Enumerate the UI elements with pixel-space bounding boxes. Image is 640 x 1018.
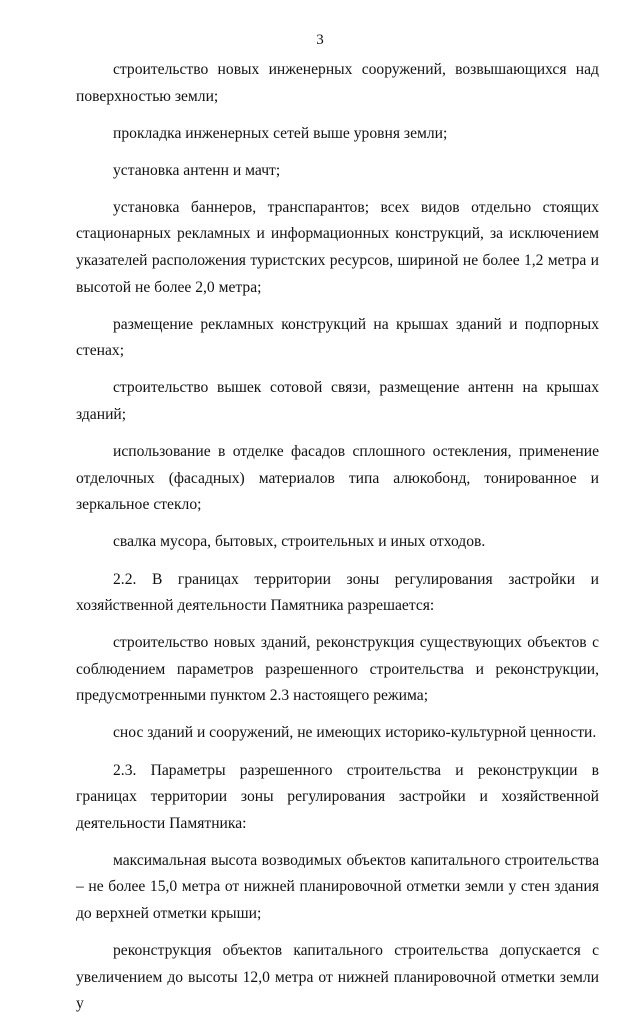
paragraph: размещение рекламных конструкций на крышах зданий и подпорных стенах;: [76, 315, 599, 360]
paragraph: установка баннеров, транспарантов; всех видов отдельно стоящих стационарных рекламных и информационных конструкций, за исключением указателей расположения туристских ресурсов, шириной не более 1,2 метра и высотой не более 2,0 метра;: [76, 198, 599, 296]
paragraph: установка антенн и мачт;: [113, 161, 281, 179]
section-paragraph: 2.2. В границах территории зоны регулирования застройки и хозяйственной деятельности Памятника разрешается:: [76, 570, 599, 615]
paragraph: реконструкция объектов капитального строительства допускается с увеличением до высоты 12,0 метра от нижней планировочной отметки земли у: [76, 942, 599, 1013]
paragraph: строительство новых инженерных сооружений, возвышающихся над поверхностью земли;: [76, 61, 599, 105]
paragraph: максимальная высота возводимых объектов капитального строительства – не более 15,0 метра от нижней планировочной отметки земли у стен здания до верхней отметки крыши;: [76, 851, 599, 923]
paragraph: использование в отделке фасадов сплошного остекления, применение отделочных (фасадных) материалов типа алюкобонд, тонированное и зеркальное стекло;: [76, 443, 599, 514]
paragraph: строительство новых зданий, реконструкция существующих объектов с соблюдением параметров разрешенного строительства и реконструкции, предусмотренными пунктом 2.3 настоящего режима;: [76, 634, 599, 705]
paragraph: строительство вышек сотовой связи, размещение антенн на крышах зданий;: [76, 379, 599, 424]
paragraph: прокладка инженерных сетей выше уровня земли;: [113, 124, 448, 142]
paragraph: свалка мусора, бытовых, строительных и иных отходов.: [113, 533, 486, 551]
section-paragraph: 2.3. Параметры разрешенного строительства и реконструкции в границах территории зоны регулирования застройки и хозяйственной деятельности Памятника:: [76, 761, 599, 832]
document-body: [76, 57, 599, 1018]
page-number: 3: [316, 32, 324, 48]
paragraph: снос зданий и сооружений, не имеющих историко-культурной ценности.: [113, 724, 597, 742]
